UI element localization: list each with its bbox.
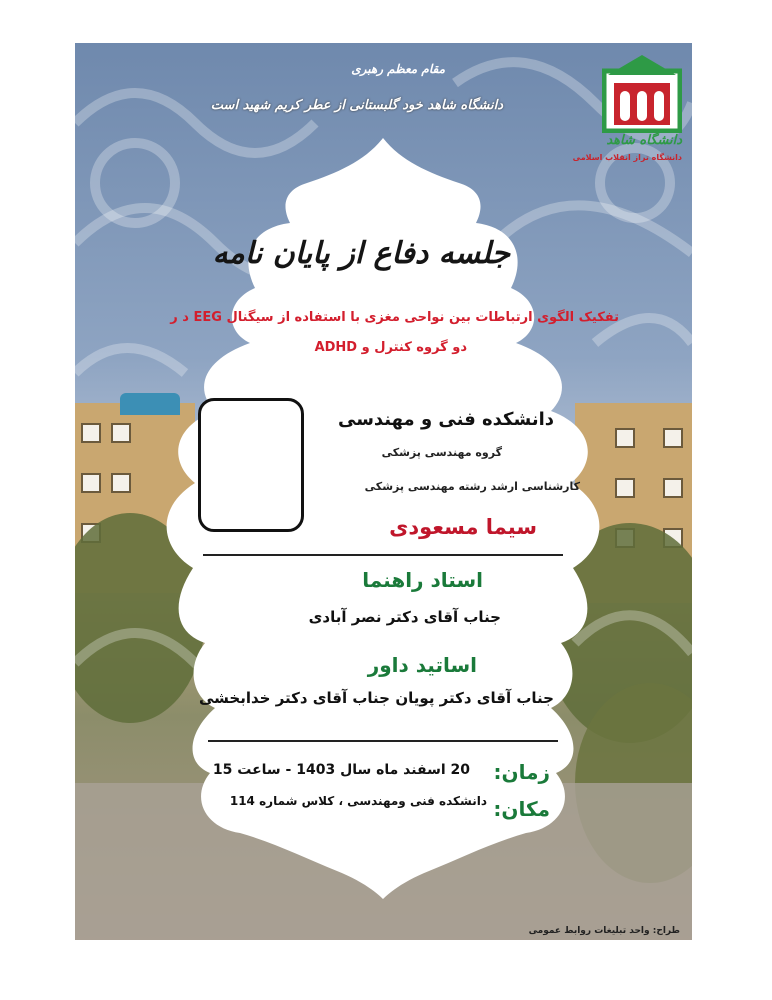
calligraphy-line-2: دانشگاه شاهد خود گلبستانی از عطر کریم شهید است <box>210 98 503 113</box>
divider <box>203 554 563 556</box>
faculty-name: دانشکده فنی و مهندسی <box>338 409 554 430</box>
photo-placeholder <box>198 398 304 532</box>
supervisor-name: جناب آقای دکتر نصر آبادی <box>308 608 501 626</box>
supervisor-heading: استاد راهنما <box>362 568 483 592</box>
department-group: گروه مهندسی پزشکی <box>381 446 502 459</box>
examiner-name-2: جناب آقای دکتر خدابخشی <box>198 689 390 707</box>
thesis-title-line-1: تفکیک الگوی ارتباطات بین نواحی مغزی با استفاده از سیگنال EEG د ر <box>170 310 619 325</box>
time-value: 20 اسفند ماه سال 1403 - ساعت 15 <box>212 762 470 778</box>
university-emblem-icon <box>602 53 682 133</box>
designer-credit: طراح: واحد تبلیغات روابط عمومی <box>528 926 680 936</box>
degree-program: کارشناسی ارشد رشته مهندسی پزشکی <box>364 480 580 493</box>
logo-subtitle: دانشگاه تراز انقلاب اسلامی <box>572 153 682 162</box>
page-title: جلسه دفاع از پایان نامه <box>212 236 510 271</box>
credit-bar <box>75 926 692 940</box>
calligraphy-header <box>210 48 503 138</box>
thesis-title-line-2: دو گروه کنترل و ADHD <box>314 340 467 355</box>
time-label: زمان: <box>493 760 550 784</box>
place-value: دانشکده فنی ومهندسی ، کلاس شماره 114 <box>229 794 487 808</box>
university-logo <box>572 53 682 203</box>
examiner-name-1: جناب آقای دکتر پویان <box>395 689 554 707</box>
calligraphy-line-1: مقام معظم رهبری <box>351 62 445 76</box>
place-label: مکان: <box>493 797 550 821</box>
divider <box>208 740 558 742</box>
student-name: سیما مسعودی <box>389 515 537 539</box>
poster-background <box>75 43 692 940</box>
examiners-heading: اساتید داور <box>367 653 477 677</box>
logo-name: دانشگاه شاهد <box>606 133 682 148</box>
